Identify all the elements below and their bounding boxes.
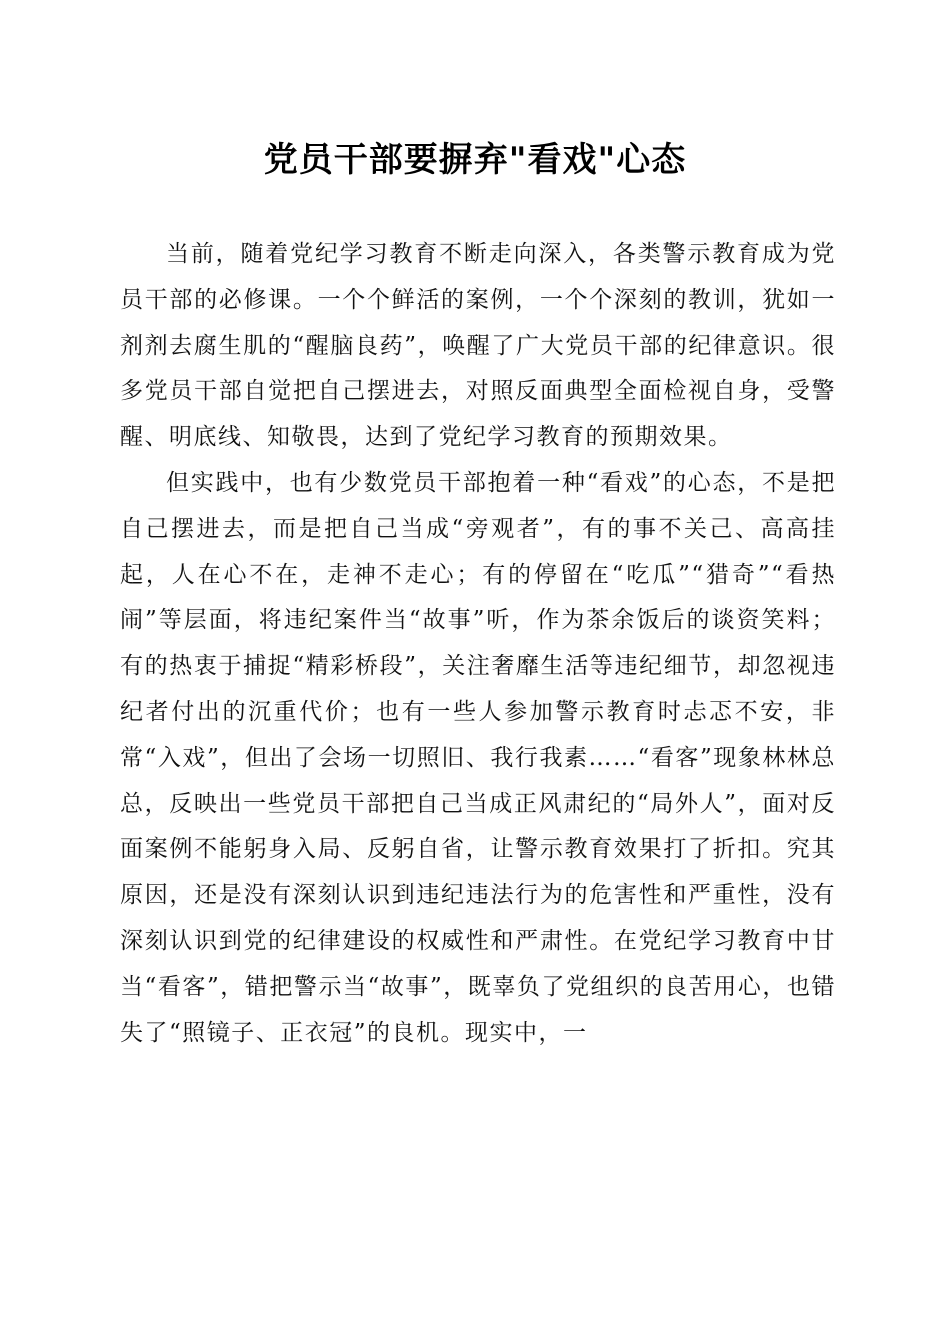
paragraph-1: 当前，随着党纪学习教育不断走向深入，各类警示教育成为党员干部的必修课。一个个鲜活的案例，一个个深刻的教训，犹如一剂剂去腐生肌的“醒脑良药”，唤醒了广大党员干部的纪律意识。很多党员干部自觉把自己摆进去，对照反面典型全面检视自身，受警醒、明底线、知敬畏，达到了党纪学习教育的预期效果。	[120, 241, 836, 451]
document-title: 党员干部要摒弃"看戏"心态	[263, 140, 687, 180]
document-body	[120, 232, 836, 1056]
paragraph-2: 但实践中，也有少数党员干部抱着一种“看戏”的心态，不是把自己摆进去，而是把自己当成“旁观者”，有的事不关己、高高挂起，人在心不在，走神不走心；有的停留在“吃瓜”“猎奇”“看热闹”等层面，将违纪案件当“故事”听，作为茶余饭后的谈资笑料；有的热衷于捕捉“精彩桥段”，关注奢靡生活等违纪细节，却忽视违纪者付出的沉重代价；也有一些人参加警示教育时忐忑不安，非常“入戏”，但出了会场一切照旧、我行我素……“看客”现象林林总总，反映出一些党员干部把自己当成正风肃纪的“局外人”，面对反面案例不能躬身入局、反躬自省，让警示教育效果打了折扣。究其原因，还是没有深刻认识到违纪违法行为的危害性和严重性，没有深刻认识到党的纪律建设的权威性和严肃性。在党纪学习教育中甘当“看客”，错把警示当“故事”，既辜负了党组织的良苦用心，也错失了“照镜子、正衣冠”的良机。现实中，一	[120, 469, 836, 1046]
